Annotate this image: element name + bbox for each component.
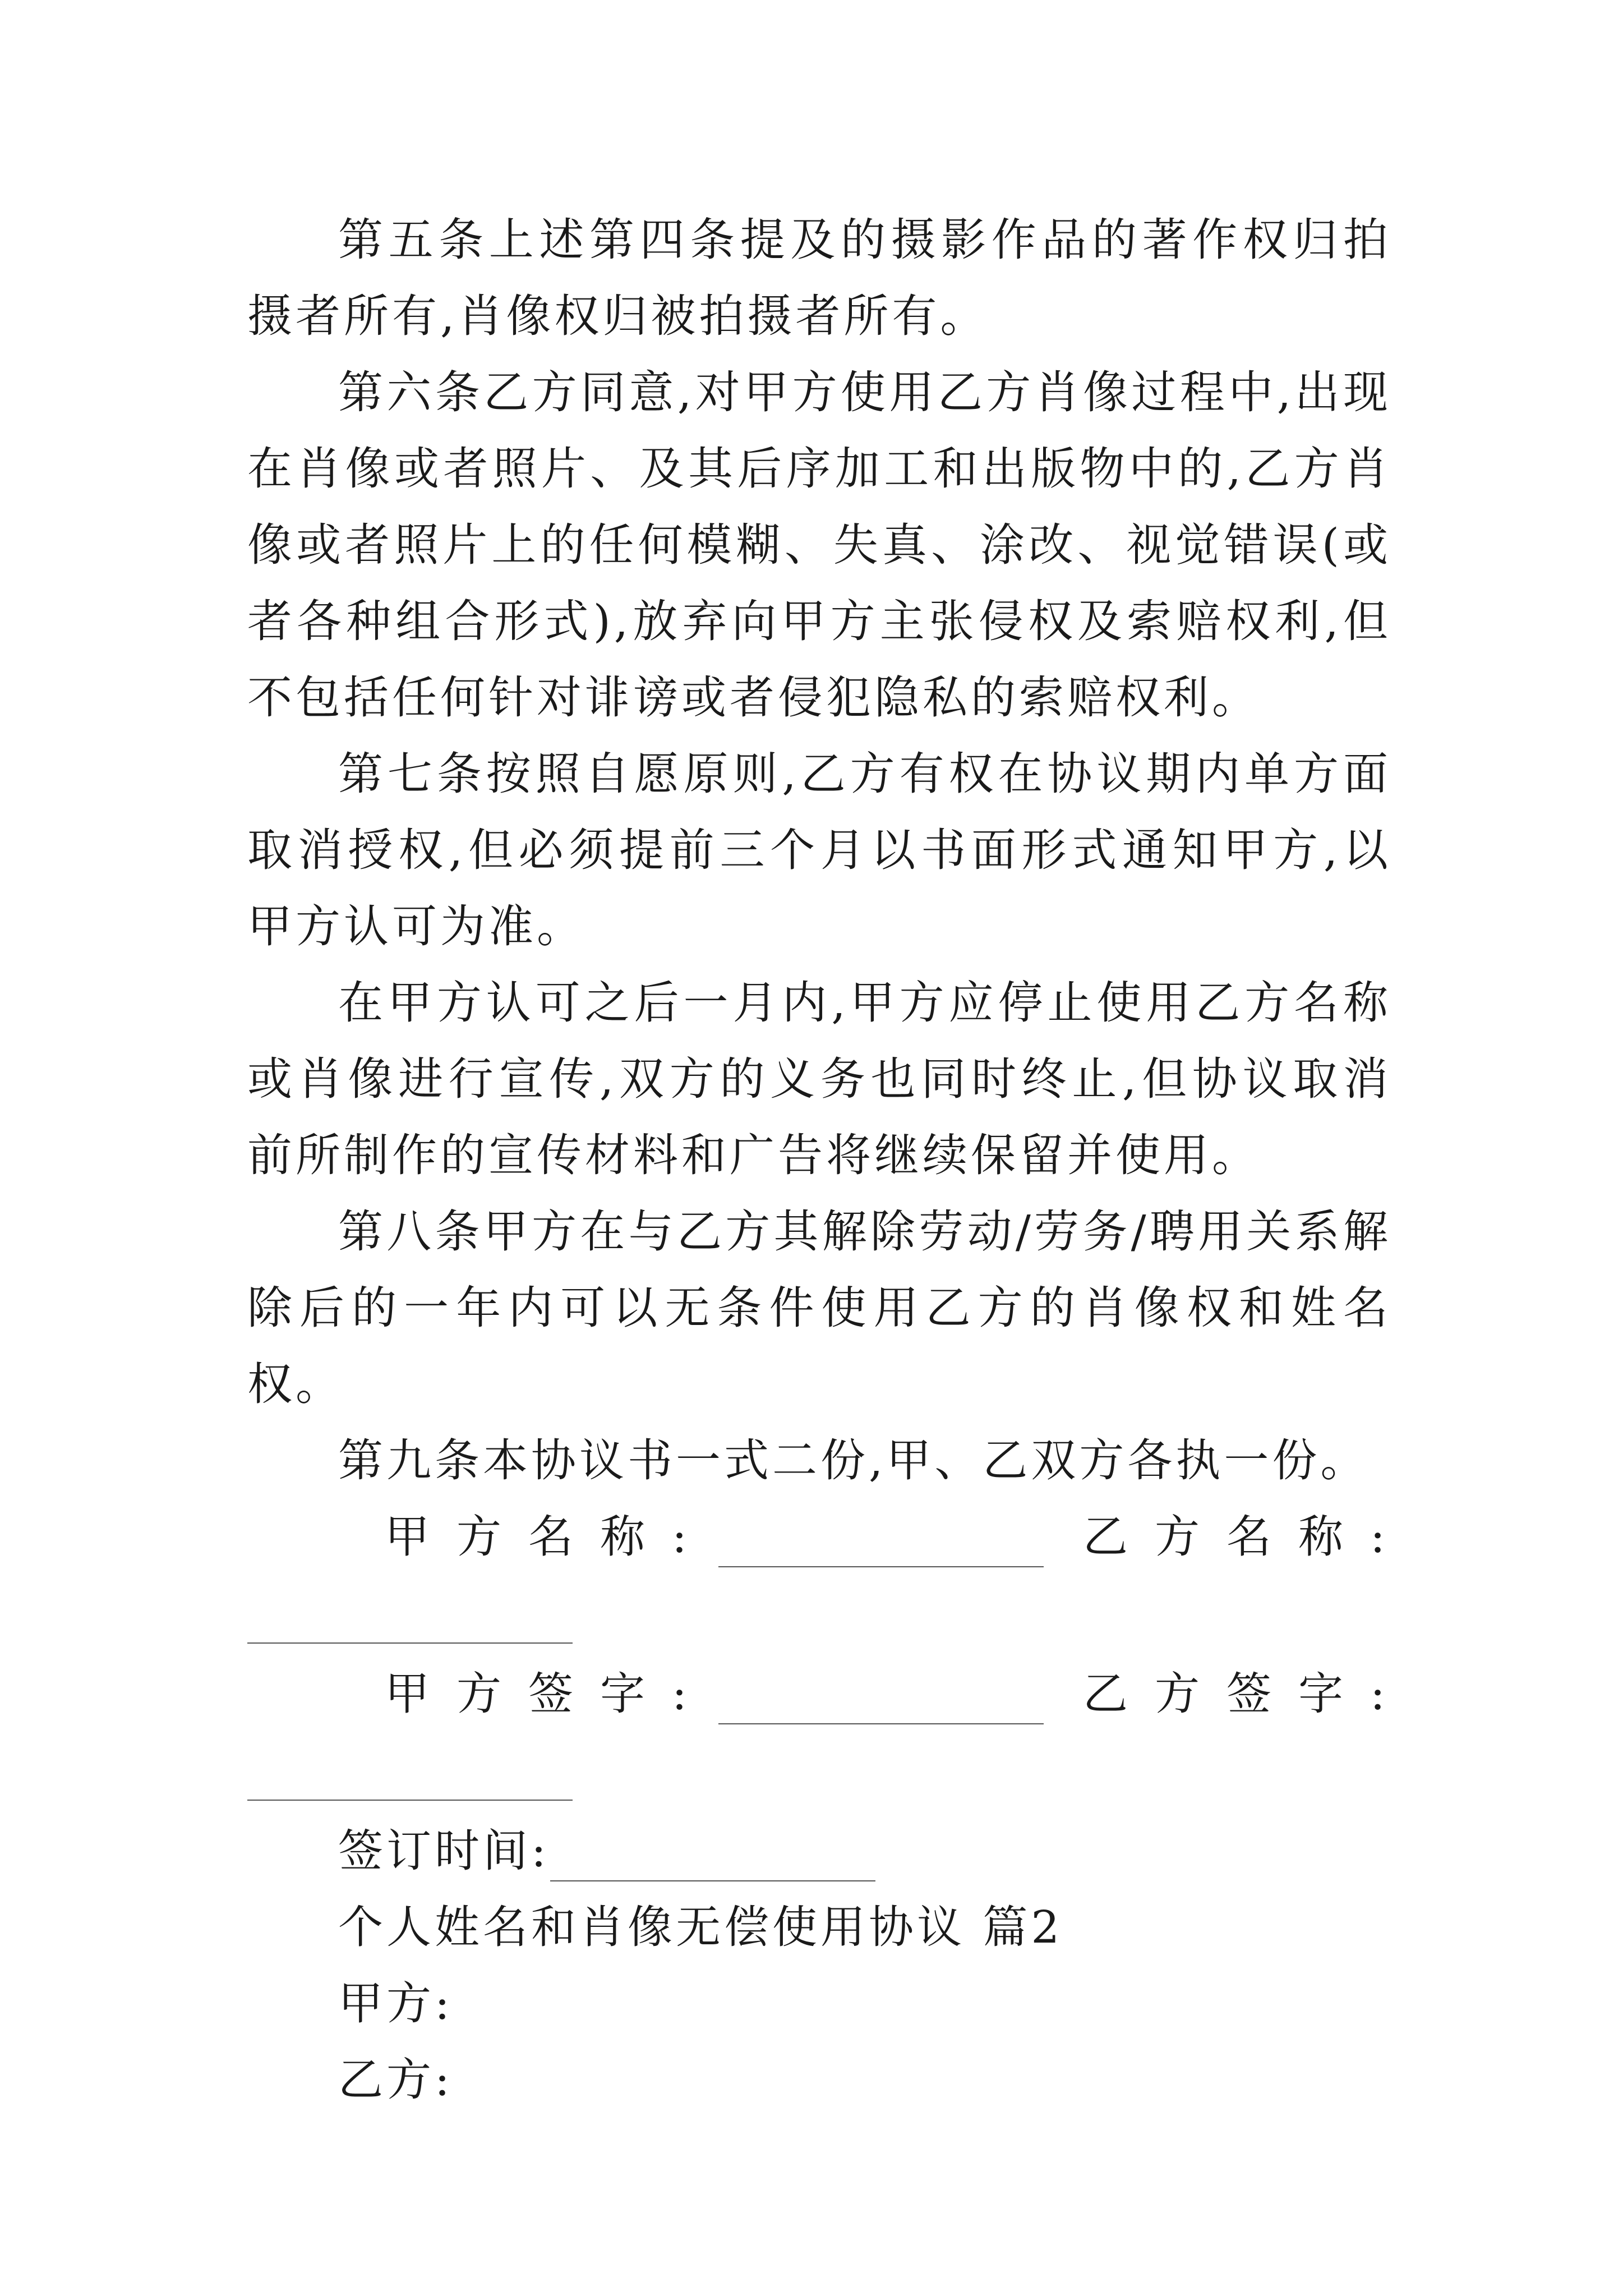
party-b-sign-blank-row	[247, 1732, 1391, 1809]
party-a-name-label: 甲方名称:	[385, 1511, 714, 1563]
party-a-sign-blank	[718, 1723, 1044, 1724]
document-page	[247, 202, 1412, 2118]
party-b-name-blank	[247, 1642, 573, 1644]
next-party-b-label: 乙方:	[338, 2054, 453, 2106]
next-party-a-label: 甲方:	[338, 1977, 453, 2030]
clause-article-6: 第六条乙方同意,对甲方使用乙方肖像过程中,出现在肖像或者照片、及其后序加工和出版物中的,乙方肖像或者照片上的任何模糊、失真、涂改、视觉错误(或者各种组合形式),放弃向甲方主张侵权及索赔权利,但不包括任何针对诽谤或者侵犯隐私的索赔权利。	[247, 366, 1391, 724]
party-b-name-blank-row	[247, 1575, 1391, 1651]
party-b-sign-blank	[247, 1800, 573, 1801]
party-sign-row	[247, 1656, 1412, 1732]
clause-article-8: 第八条甲方在与乙方其解除劳动/劳务/聘用关系解除后的一年内可以无条件使用乙方的肖像权和姓名权。	[247, 1205, 1391, 1410]
sign-date-label: 签订时间:	[338, 1825, 550, 1877]
party-b-sign-label: 乙方签字:	[1083, 1668, 1412, 1720]
party-a-sign-label: 甲方签字:	[385, 1668, 714, 1720]
clause-article-7-continued: 在甲方认可之后一月内,甲方应停止使用乙方名称或肖像进行宣传,双方的义务也同时终止,但协议取消前所制作的宣传材料和广告将继续保留并使用。	[247, 977, 1391, 1181]
sign-date-row	[247, 1813, 1391, 1889]
clause-article-5: 第五条上述第四条提及的摄影作品的著作权归拍摄者所有,肖像权归被拍摄者所有。	[247, 214, 1391, 342]
party-a-name-blank	[718, 1566, 1044, 1567]
sign-date-blank	[550, 1880, 875, 1881]
party-b-name-label: 乙方名称:	[1083, 1511, 1412, 1563]
clause-article-7: 第七条按照自愿原则,乙方有权在协议期内单方面取消授权,但必须提前三个月以书面形式通知甲方,以甲方认可为准。	[247, 748, 1391, 953]
section-title-2: 个人姓名和肖像无偿使用协议 篇2	[338, 1901, 1063, 1953]
clause-article-9: 第九条本协议书一式二份,甲、乙双方各执一份。	[338, 1434, 1369, 1487]
party-name-row	[247, 1499, 1412, 1575]
